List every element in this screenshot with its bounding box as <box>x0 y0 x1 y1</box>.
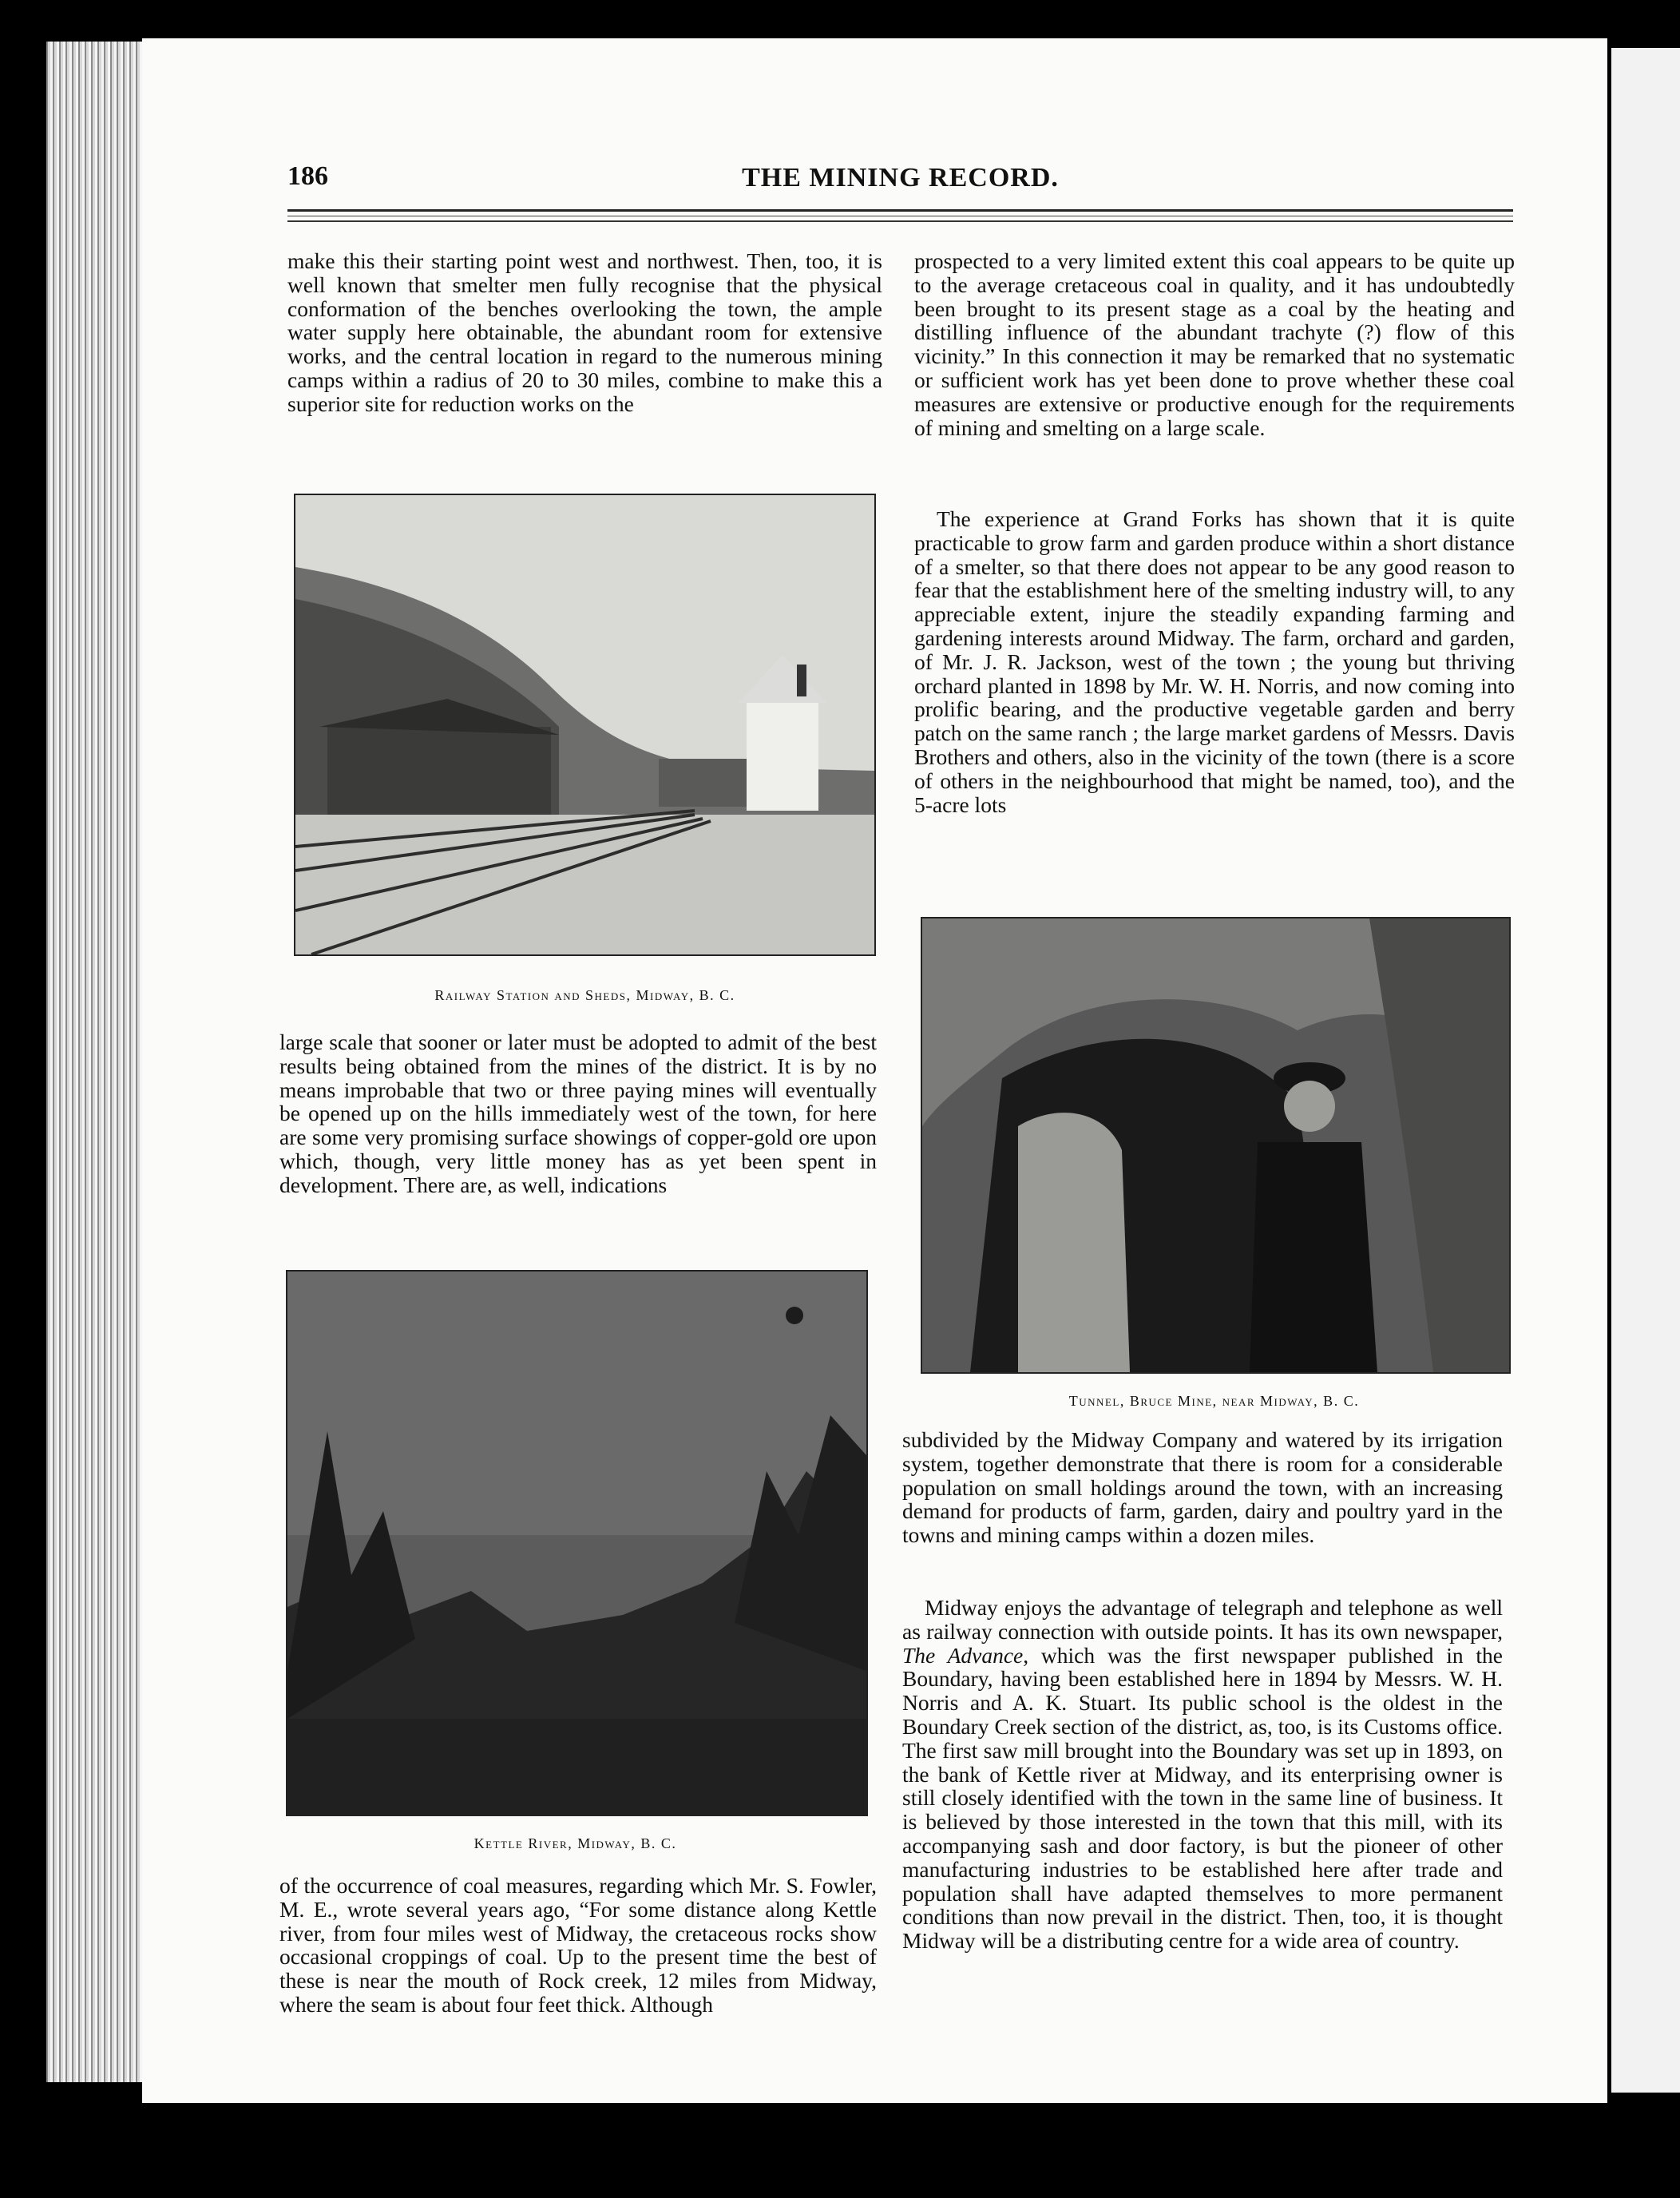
right-para-4-end: , which was the first newspaper published in the Boundary, having been established here in 1894 by Messrs. W. H. Norris and A. K. Stuart. Its public school is the oldest in the Boundary Creek section of the district, as, too, is its Customs office. The first saw mill brought into the Boundary was set up in 1893, on the bank of Kettle river at Midway, and its enterprising owner is still closely identified with the town in the same line of business. It is believed by those interested in the town that this mill, with its accompanying sash and door factory, is but the pioneer of other manufacturing industries to be established here after trade and population shall have adapted themselves to more permanent conditions than now prevail in the district. Then, too, it is thought Midway will be a distributing centre for a wide area of country. <box>902 1642 1503 1954</box>
tunnel-image <box>922 918 1509 1372</box>
kettle-river-photo <box>286 1270 868 1816</box>
facing-page-edge <box>1611 48 1680 2093</box>
header-rule <box>287 209 1513 212</box>
right-para-3: subdivided by the Midway Company and watered by its irrigation system, together demonstrate that there is room for a considerable population on small holdings around the town, with an increasing demand for products of farm, garden, dairy and poultry yard in the towns and mining camps within a dozen miles. <box>902 1427 1503 1548</box>
kettle-river-caption: Kettle River, Midway, B. C. <box>473 1835 677 1851</box>
left-para-1: make this their starting point west and northwest. Then, too, it is well known that smelter men fully recognise that the physical conformation of the benches overlooking the town, the ample water supply here obtainable, the abundant room for extensive works, and the central location in regard to the numerous mining camps within a radius of 20 to 30 miles, combine to make this a superior site for reduction works on the <box>287 248 882 416</box>
running-title: THE MINING RECORD. <box>742 163 1059 192</box>
right-para-4 <box>902 1596 1503 1953</box>
railway-station-photo <box>294 494 876 956</box>
right-para-2: The experience at Grand Forks has shown that it is quite practicable to grow farm and garden produce within a short distance of a smelter, so that there does not appear to be any good reason to fear that the establishment here of the smelting industry will, to any appreciable extent, injure the steadily expanding farming and gardening interests around Midway. The farm, orchard and garden, of Mr. J. R. Jackson, west of the town ; the young but thriving orchard planted in 1898 by Mr. W. H. Norris, and now coming into prolific bearing, and the productive vegetable garden and berry patch on the same ranch ; the large market gardens of Messrs. Davis Brothers and others, also in the vicinity of the town (there is a score of others in the neighbourhood that might be named, too), and the 5-acre lots <box>914 506 1515 817</box>
left-para-2: large scale that sooner or later must be adopted to admit of the best results being obtained from the mines of the district. It is by no means improbable that two or three paying mines will eventually be opened up on the hills immediately west of the town, for here are some very promising surface showings of copper-gold ore upon which, though, very little money has as yet been spent in development. There are, as well, indications <box>279 1030 877 1197</box>
right-para-1: prospected to a very limited extent this coal appears to be quite up to the average cretaceous coal in quality, and it has undoubtedly been brought to its present stage as a coal by the heating and distilling influence of the abundant trachyte (?) flow of this vicinity.” In this connection it may be remarked that no systematic or sufficient work has yet been done to prove whether these coal measures are extensive or productive enough for the requirements of mining and smelting on a large scale. <box>914 248 1515 440</box>
bruce-mine-tunnel-photo <box>921 917 1511 1374</box>
right-para-4-start: Midway enjoys the advantage of telegraph and telephone as well as railway connection with outside points. It has its own newspaper, <box>902 1595 1503 1644</box>
tunnel-photo-caption: Tunnel, Bruce Mine, near Midway, B. C. <box>1068 1393 1360 1409</box>
page-header <box>287 161 1513 209</box>
left-para-3: of the occurrence of coal measures, regarding which Mr. S. Fowler, M. E., wrote several years ago, “For some distance along Kettle river, from four miles west of Midway, the cretaceous rocks show occasional croppings of coal. Up to the present time the best of these is near the mouth of Rock creek, 12 miles from Midway, where the seam is about four feet thick. Although <box>279 1873 877 2017</box>
newspaper-title: The Advance <box>902 1642 1024 1668</box>
page-number: 186 <box>287 161 328 191</box>
railway-photo-caption: Railway Station and Sheds, Midway, B. C. <box>434 987 735 1003</box>
header-rule-lower <box>287 220 1513 222</box>
kettle-river-image <box>287 1272 866 1815</box>
railway-station-image <box>295 495 874 954</box>
page-stack-edge <box>46 42 150 2082</box>
